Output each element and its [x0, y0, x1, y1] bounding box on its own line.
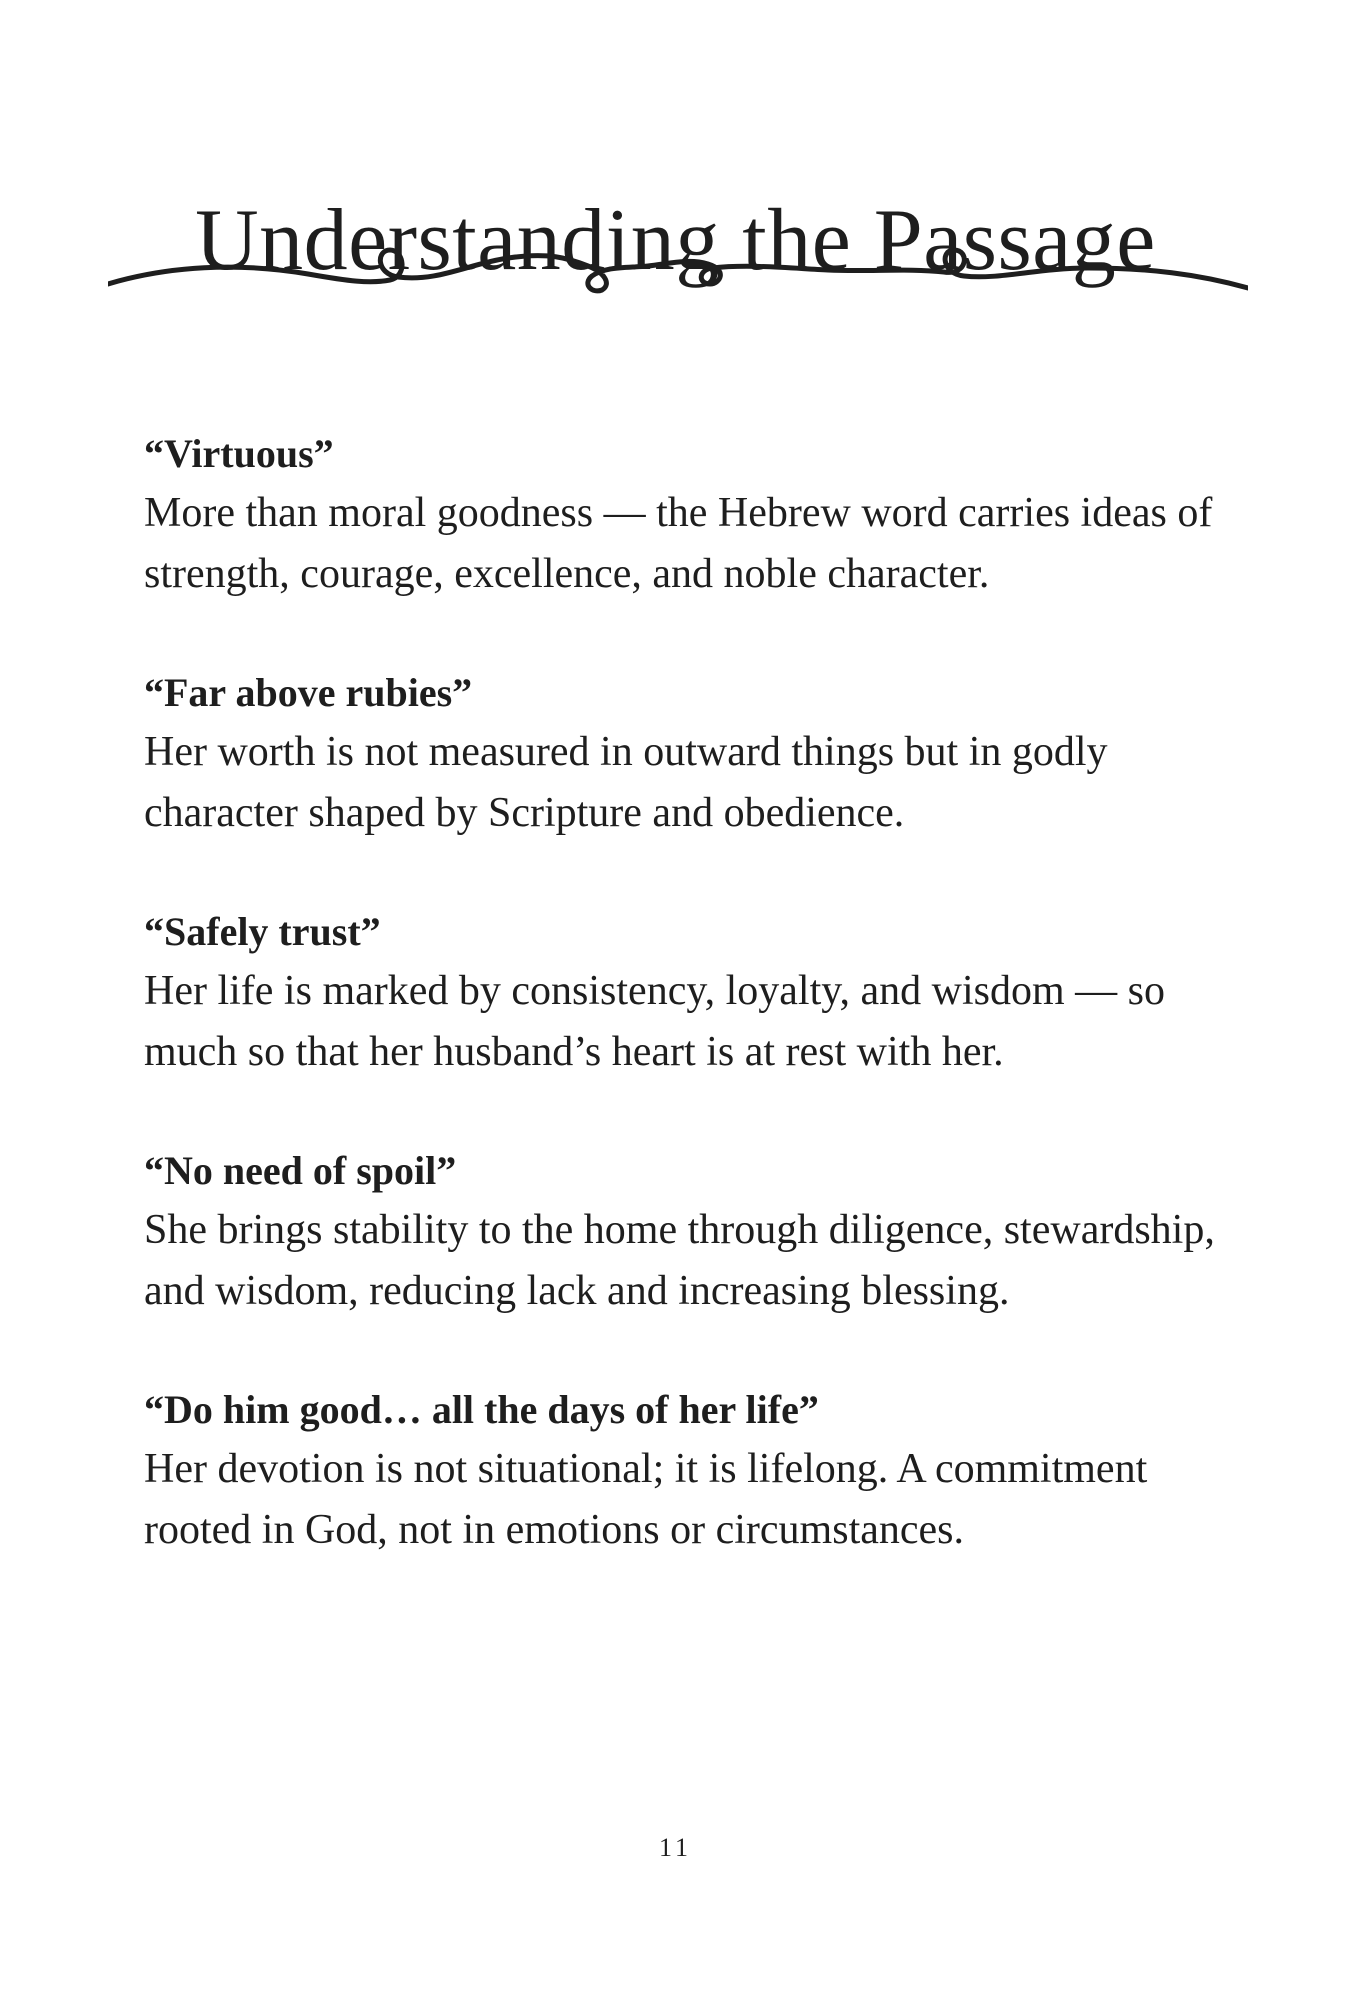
definition-item — [144, 903, 1234, 1083]
definition-item — [144, 1142, 1234, 1322]
definition-text: She brings stability to the home through diligence, stewardship, and wisdom, reducing lack and increasing blessing. — [144, 1207, 1215, 1314]
definition-term: “Do him good… all the days of her life” — [144, 1387, 819, 1432]
page-title: Understanding the Passage — [195, 191, 1156, 289]
definition-text: More than moral goodness — the Hebrew word carries ideas of strength, courage, excellence, and noble character. — [144, 490, 1213, 597]
definition-text: Her life is marked by consistency, loyalty, and wisdom — so much so that her husband’s heart is at rest with her. — [144, 968, 1166, 1075]
definition-item — [144, 1381, 1234, 1561]
definition-item — [144, 664, 1234, 844]
definition-term: “Far above rubies” — [144, 670, 473, 715]
definition-term: “Safely trust” — [144, 909, 381, 954]
definition-term: “No need of spoil” — [144, 1148, 457, 1193]
definition-term: “Virtuous” — [144, 431, 334, 476]
definition-text: Her devotion is not situational; it is lifelong. A commitment rooted in God, not in emotions or circumstances. — [144, 1446, 1148, 1553]
definitions-list — [144, 425, 1234, 1620]
definition-item — [144, 425, 1234, 605]
page-number: 11 — [658, 1833, 693, 1862]
flourish-divider — [108, 228, 1248, 308]
definition-text: Her worth is not measured in outward things but in godly character shaped by Scripture and obedience. — [144, 729, 1108, 836]
